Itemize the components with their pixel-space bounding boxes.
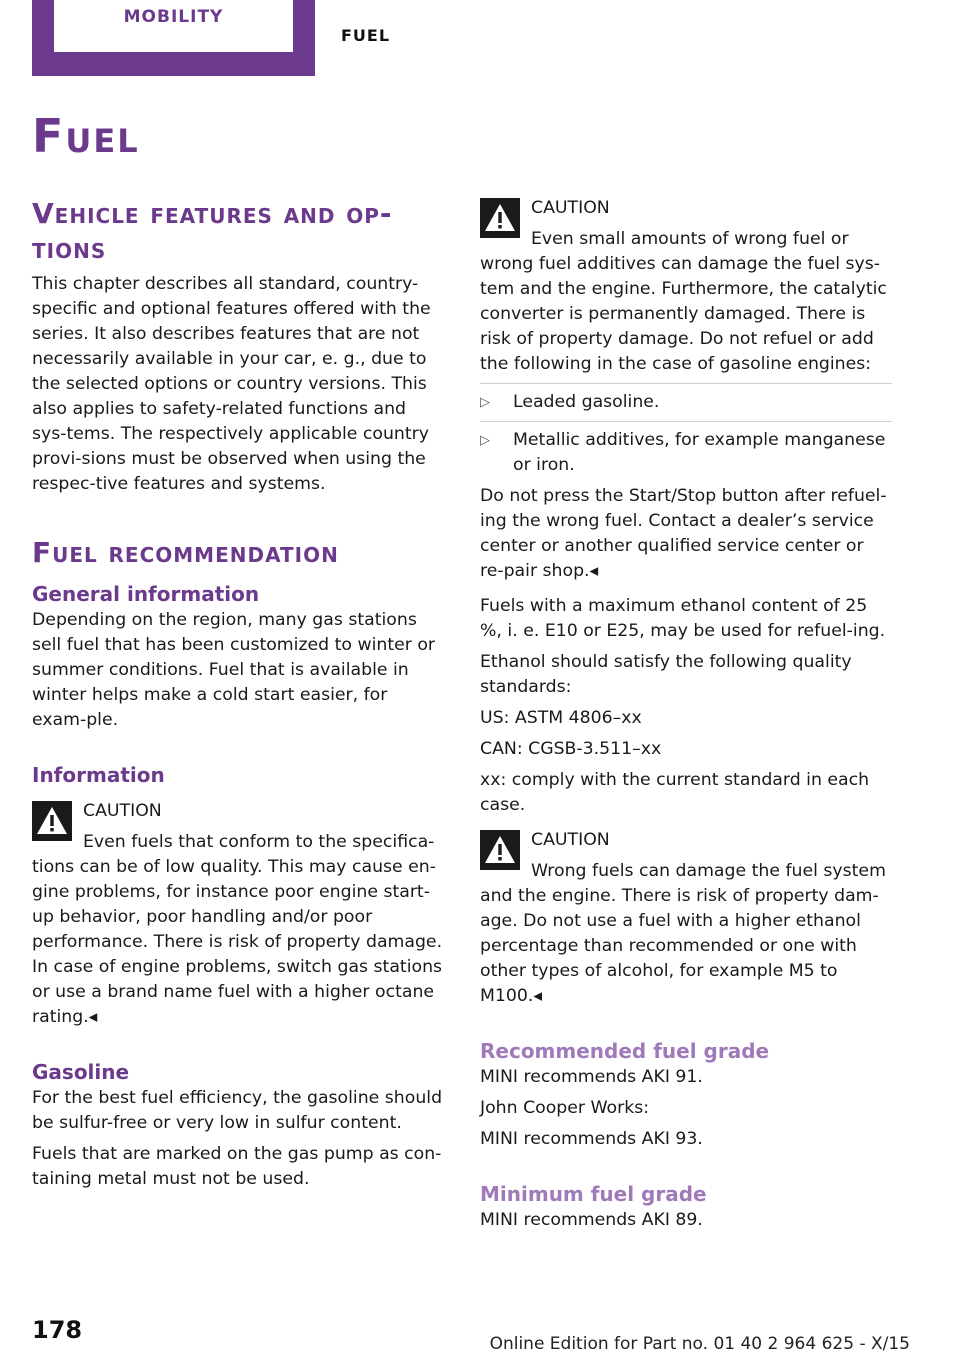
section-tab-inner xyxy=(54,0,293,52)
bullet-item xyxy=(480,390,892,415)
general-information-body: Depending on the region, many gas stations sell fuel that has been customized to winter or summer conditions. Fuel that is available in winter helps make a cold start easier, for exam-ple. xyxy=(32,610,436,730)
bullet-divider xyxy=(480,421,892,422)
gasoline-heading: Gasoline xyxy=(32,1060,130,1084)
recommended-fuel-grade-heading: Recommended fuel grade xyxy=(480,1039,770,1063)
caution-body-3: Wrong fuels can damage the fuel system and the engine. There is risk of property dam-age. Do not use a fuel with a higher ethanol percentage than recommended or one with other types of alcohol, for example M5 to M100.◂ xyxy=(480,861,886,1006)
minimum-fuel-grade-heading: Minimum fuel grade xyxy=(480,1182,707,1206)
section-tab-label: MOBILITY xyxy=(123,7,224,27)
section-tab-mobility[interactable] xyxy=(32,0,315,76)
bullet-arrow-icon: ▷ xyxy=(480,395,490,410)
ethanol-body: Fuels with a maximum ethanol content of 25 %, i. e. E10 or E25, may be used for refuel-ing. xyxy=(480,596,886,641)
caution-block-3 xyxy=(480,828,892,1009)
bullet-text: Metallic additives, for example manganese or iron. xyxy=(513,430,886,475)
footer-edition: Online Edition for Part no. 01 40 2 964 625 - X/15 xyxy=(489,1334,910,1354)
vehicle-features-heading-line2: tions xyxy=(32,232,107,265)
bullet-divider xyxy=(480,383,892,384)
standard-us: US: ASTM 4806–xx xyxy=(480,708,642,728)
caution-body-2: Even small amounts of wrong fuel or wrong fuel additives can damage the fuel sys-tem and the engine. Furthermore, the catalytic converter is permanently damaged. There is risk of property damage. Do not refuel or add the following in the case of gasoline engines: xyxy=(480,229,887,374)
page-number: 178 xyxy=(32,1316,83,1344)
caution-body-1: Even fuels that conform to the specifica-tions can be of low quality. This may cause en-gine problems, for instance poor engine start-up behavior, poor handling and/or poor performance. There is risk of property damage. In case of engine problems, switch gas stations or use a brand name fuel with a higher octane rating.◂ xyxy=(32,832,443,1027)
page-title: Fuel xyxy=(32,109,140,163)
recommended-line-2: John Cooper Works: xyxy=(480,1098,650,1118)
bullet-text: Leaded gasoline. xyxy=(513,392,660,412)
warning-triangle-icon xyxy=(32,801,72,841)
right-column xyxy=(480,196,892,1233)
caution-label: CAUTION xyxy=(531,830,610,850)
minimum-line-1: MINI recommends AKI 89. xyxy=(480,1210,703,1230)
caution-block-2 xyxy=(480,196,892,377)
warning-triangle-icon xyxy=(480,198,520,238)
bullet-item xyxy=(480,428,892,478)
caution-block-1 xyxy=(32,799,444,1030)
ethanol-quality: Ethanol should satisfy the following quality standards: xyxy=(480,652,852,697)
bullet-arrow-icon: ▷ xyxy=(480,433,490,448)
vehicle-features-heading-line1: Vehicle features and op- xyxy=(32,197,393,230)
caution-label: CAUTION xyxy=(83,801,162,821)
chapter-tab-fuel[interactable]: FUEL xyxy=(341,26,391,45)
caution-label: CAUTION xyxy=(531,198,610,218)
left-column xyxy=(32,196,444,1192)
fuel-recommendation-heading: Fuel recommendation xyxy=(32,536,339,569)
gasoline-body-2: Fuels that are marked on the gas pump as con-taining metal must not be used. xyxy=(32,1144,442,1189)
recommended-line-3: MINI recommends AKI 93. xyxy=(480,1129,703,1149)
vehicle-features-heading xyxy=(32,196,444,266)
general-information-heading: General information xyxy=(32,582,260,606)
warning-triangle-icon xyxy=(480,830,520,870)
information-heading: Information xyxy=(32,763,165,787)
vehicle-features-body: This chapter describes all standard, country-specific and optional features offered with the series. It also describes features that are not necessarily available in your car, e. g., due to the selected options or country versions. This also applies to safety-related functions and sys-tems. The respectively applicable country provi-sions must be observed when using the respec-tive features and systems. xyxy=(32,274,431,494)
standard-can: CAN: CGSB-3.511–xx xyxy=(480,739,662,759)
gasoline-body-1: For the best fuel efficiency, the gasoline should be sulfur-free or very low in sulfur content. xyxy=(32,1088,443,1133)
standard-xx: xx: comply with the current standard in each case. xyxy=(480,770,870,815)
after-bullets-body: Do not press the Start/Stop button after refuel-ing the wrong fuel. Contact a dealer’s service center or another qualified service center or re-pair shop.◂ xyxy=(480,486,887,581)
recommended-line-1: MINI recommends AKI 91. xyxy=(480,1067,703,1087)
